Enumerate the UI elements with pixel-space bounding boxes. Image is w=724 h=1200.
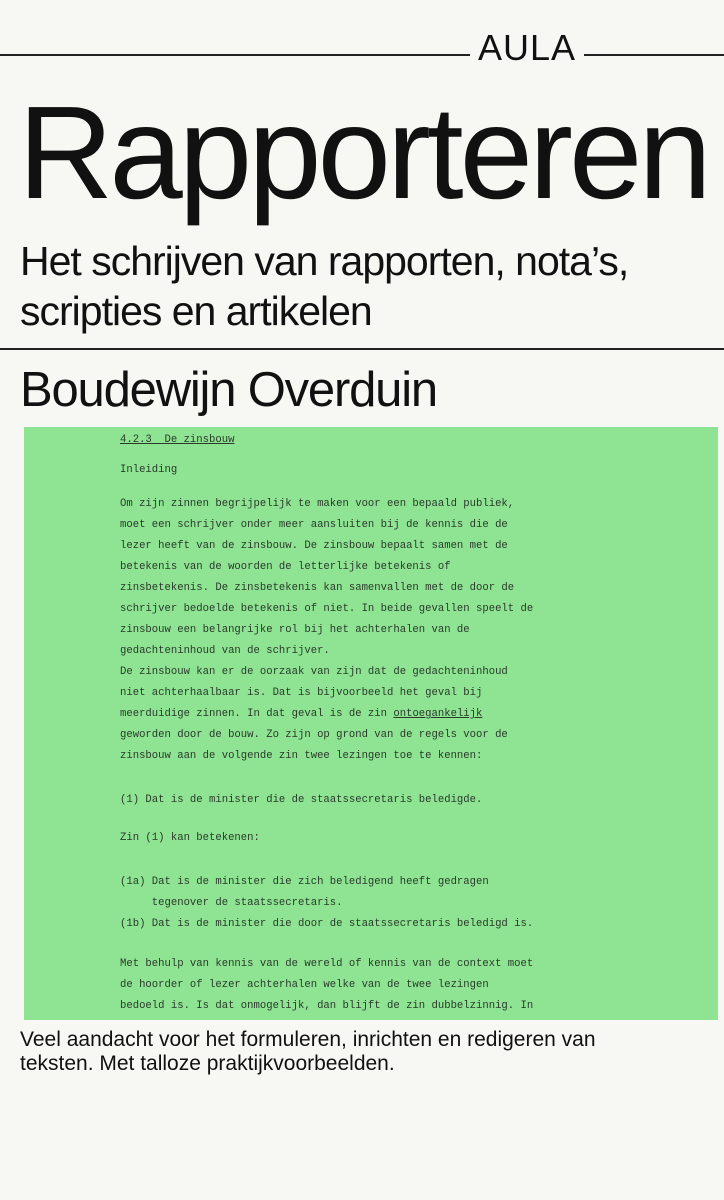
text-line: moet een schrijver onder meer aansluiten bij de kennis die de [120, 519, 508, 531]
author-name: Boudewijn Overduin [20, 363, 437, 417]
text-line: Met behulp van kennis van de wereld of kennis van de context moet [120, 958, 534, 970]
text-line: zinsbouw een belangrijke rol bij het achterhalen van de [120, 624, 470, 636]
text-line: Om zijn zinnen begrijpelijk te maken voor een bepaald publiek, [120, 498, 515, 510]
text-line: geworden door de bouw. Zo zijn op grond van de regels voor de [120, 729, 508, 741]
blurb-line: teksten. Met talloze praktijkvoorbeelden. [20, 1052, 395, 1075]
divider-rule [0, 348, 724, 350]
blurb-line: Veel aandacht voor het formuleren, inrichten en redigeren van [20, 1028, 596, 1051]
top-rule-left [0, 54, 470, 56]
typed-page-image [24, 427, 718, 1020]
meanings-intro: Zin (1) kan betekenen: [120, 832, 260, 844]
example-sentence: (1b) Dat is de minister die door de staatssecretaris beledigd is. [120, 918, 534, 930]
text-line: zinsbouw aan de volgende zin twee lezingen toe te kennen: [120, 750, 483, 762]
cover-blurb [20, 1028, 720, 1076]
underlined-word: ontoegankelijk [393, 708, 483, 720]
text-line: de hoorder of lezer achterhalen welke van de twee lezingen [120, 979, 489, 991]
section-label: Inleiding [120, 464, 178, 476]
subtitle-line: Het schrijven van rapporten, nota’s, [20, 238, 629, 284]
text-line: gedachteninhoud van de schrijver. [120, 645, 330, 657]
text-line: bedoeld is. Is dat onmogelijk, dan blijft de zin dubbelzinnig. In [120, 1000, 534, 1012]
text-line: niet achterhaalbaar is. Dat is bijvoorbeeld het geval bij [120, 687, 483, 699]
book-subtitle [20, 236, 724, 336]
text-line: betekenis van de woorden de letterlijke betekenis of [120, 561, 451, 573]
example-sentence: (1a) Dat is de minister die zich beledigend heeft gedragen [120, 876, 489, 888]
subtitle-line: scripties en artikelen [20, 288, 372, 334]
text-line-start: meerduidige zinnen. In dat geval is de zin [120, 708, 394, 720]
text-line: zinsbetekenis. De zinsbetekenis kan samenvallen met de door de [120, 582, 515, 594]
top-rule-right [584, 54, 724, 56]
example-sentence: tegenover de staatssecretaris. [120, 897, 343, 909]
publisher-logo: AULA [477, 27, 577, 68]
book-title: Rapporteren [18, 79, 708, 226]
text-line: De zinsbouw kan er de oorzaak van zijn dat de gedachteninhoud [120, 666, 508, 678]
example-sentence: (1) Dat is de minister die de staatssecretaris beledigde. [120, 794, 483, 806]
section-heading: 4.2.3 De zinsbouw [120, 434, 235, 446]
text-line: schrijver bedoelde betekenis of niet. In beide gevallen speelt de [120, 603, 534, 615]
text-line [120, 707, 482, 721]
text-line: lezer heeft van de zinsbouw. De zinsbouw bepaalt samen met de [120, 540, 508, 552]
